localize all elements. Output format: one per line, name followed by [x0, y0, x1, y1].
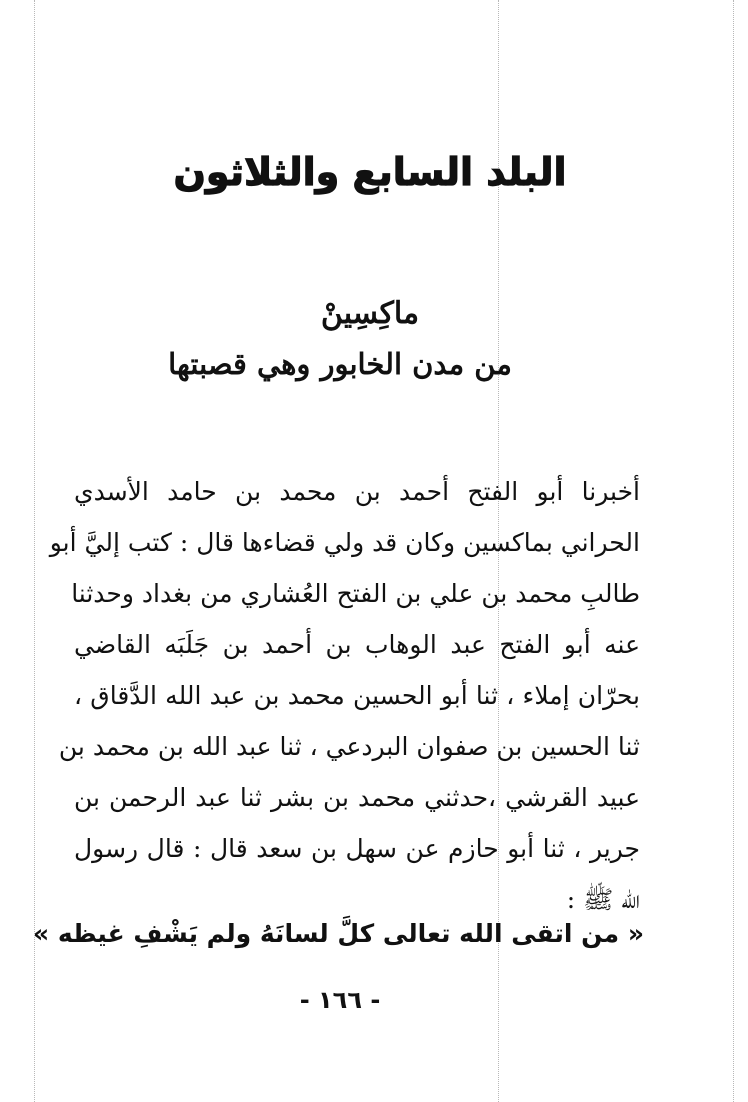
body-line: عنه أبو الفتح عبد الوهاب بن أحمد بن جَلَبَه القاضي	[74, 630, 641, 659]
place-name: ماكِسِينْ	[320, 296, 420, 331]
body-line: الحراني بماكسين وكان قد ولي قضاءها قال : كتب إليَّ أبو	[49, 528, 640, 557]
page-number: - ١٦٦ -	[299, 986, 381, 1014]
chapter-title: البلد السابع والثلاثون	[173, 150, 567, 194]
hadith-quote: « من اتقى الله تعالى كلَّ لسانَهُ ولم يَشْفِ غيظه »	[33, 919, 644, 948]
body-line: عبيد القرشي ،حدثني محمد بن بشر ثنا عبد الرحمن بن	[74, 783, 640, 812]
body-text	[49, 466, 641, 925]
body-line: الله ﷺ :	[566, 885, 640, 914]
place-subtitle: من مدن الخابور وهي قصبتها	[168, 347, 512, 381]
body-line: ثنا الحسين بن صفوان البردعي ، ثنا عبد الله بن محمد بن	[58, 732, 640, 761]
body-line: أخبرنا أبو الفتح أحمد بن محمد بن حامد الأسدي	[74, 477, 640, 506]
scan-divider-right	[733, 0, 734, 1102]
body-line: بحرّان إملاء ، ثنا أبو الحسين محمد بن عبد الله الدَّقاق ،	[74, 681, 640, 710]
body-line: جرير ، ثنا أبو حازم عن سهل بن سعد قال : قال رسول	[74, 834, 640, 863]
body-line: طالبِ محمد بن علي بن الفتح العُشاري من بغداد وحدثنا	[71, 579, 640, 608]
